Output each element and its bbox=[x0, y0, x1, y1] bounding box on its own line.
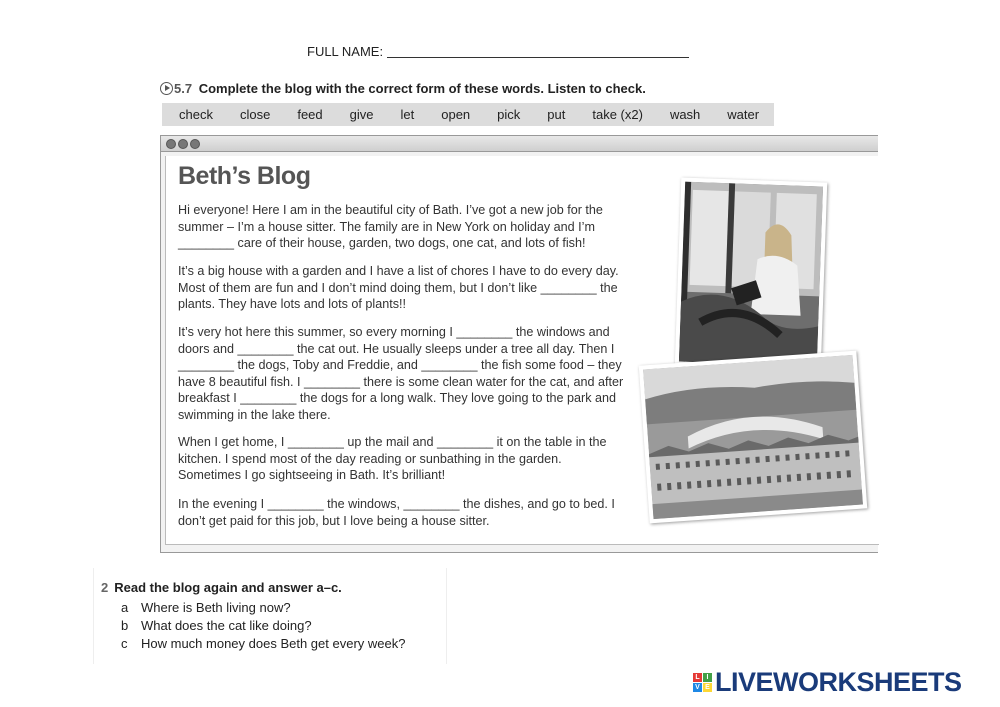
blog-paragraph: When I get home, I ________ up the mail and ________ it on the table in the kitchen. I spend most of the day reading or sunbathing in the garden. Sometimes I go sightseeing in Bath. It’s brilliant! bbox=[178, 435, 607, 482]
full-name-label: FULL NAME: bbox=[307, 44, 384, 59]
word-item: open bbox=[441, 107, 471, 122]
logo-mark-letter: E bbox=[703, 683, 712, 692]
liveworksheets-logo bbox=[693, 667, 962, 698]
bath-city-photo bbox=[639, 351, 867, 524]
window-maximize-icon bbox=[190, 139, 200, 149]
question-letter: a bbox=[121, 600, 129, 615]
blog-paragraph: It’s a big house with a garden and I have a list of chores I have to do every day. Most of them are fun and I don’t mind doing them, but I don’t like ________ the plants. They have lots and lots of plants!! bbox=[178, 264, 619, 311]
blog-window bbox=[160, 135, 878, 553]
logo-mark-letter: V bbox=[693, 683, 702, 692]
exercise-1-instruction: Complete the blog with the correct form of these words. Listen to check. bbox=[198, 81, 646, 96]
logo-mark-letter: I bbox=[703, 673, 712, 682]
blog-paragraph: In the evening I ________ the windows, ________ the dishes, and go to bed. I don’t get paid for this job, but I love being a house sitter. bbox=[178, 497, 615, 528]
exercise-2-section bbox=[93, 568, 447, 664]
full-name-line bbox=[307, 44, 689, 59]
question-item bbox=[121, 618, 312, 633]
blog-content bbox=[165, 156, 879, 545]
word-item: pick bbox=[497, 107, 521, 122]
question-text: How much money does Beth get every week? bbox=[141, 636, 406, 651]
logo-text: LIVEWORKSHEETS bbox=[715, 667, 962, 697]
word-item: put bbox=[547, 107, 566, 122]
woman-photo bbox=[675, 178, 827, 371]
window-titlebar bbox=[161, 136, 878, 152]
word-item: take (x2) bbox=[592, 107, 643, 122]
logo-mark-icon bbox=[693, 673, 712, 692]
blog-paragraph: Hi everyone! Here I am in the beautiful city of Bath. I’ve got a new job for the summer – I’m a house sitter. The family are in New York on holiday and I’m ________ care of their house, garden, two dogs, one cat, and lots of fish! bbox=[178, 203, 603, 250]
word-item: water bbox=[727, 107, 760, 122]
logo-mark-letter: L bbox=[693, 673, 702, 682]
blog-title: Beth’s Blog bbox=[178, 162, 311, 190]
exercise-2-heading bbox=[101, 580, 342, 595]
word-item: give bbox=[349, 107, 374, 122]
exercise-1-heading bbox=[160, 81, 646, 96]
blog-paragraph: It’s very hot here this summer, so every morning I ________ the windows and doors and ________ the cat out. He usually sleeps under a tree all day. Then I ________ the dogs, Toby and Freddie, and ________ the fish some food – they have 8 beautiful fish. I ________ there is some clean water for the cat, and after breakfast I ________ the dogs for a long walk. They love going to the park and swimming in the lake there. bbox=[178, 325, 624, 422]
audio-play-icon[interactable] bbox=[160, 82, 173, 95]
word-item: check bbox=[179, 107, 213, 122]
question-letter: c bbox=[121, 636, 128, 651]
word-item: close bbox=[239, 107, 271, 122]
full-name-field[interactable] bbox=[387, 45, 689, 58]
window-close-icon bbox=[166, 139, 176, 149]
window-minimize-icon bbox=[178, 139, 188, 149]
word-item: let bbox=[400, 107, 415, 122]
word-item: wash bbox=[669, 107, 701, 122]
exercise-1-number: 5.7 bbox=[174, 81, 193, 96]
word-box bbox=[162, 103, 774, 126]
word-item: feed bbox=[297, 107, 323, 122]
question-text: Where is Beth living now? bbox=[141, 600, 291, 615]
exercise-2-number: 2 bbox=[101, 580, 109, 595]
question-text: What does the cat like doing? bbox=[141, 618, 312, 633]
question-item bbox=[121, 600, 291, 615]
question-item bbox=[121, 636, 405, 651]
question-letter: b bbox=[121, 618, 129, 633]
exercise-2-instruction: Read the blog again and answer a–c. bbox=[114, 580, 342, 595]
